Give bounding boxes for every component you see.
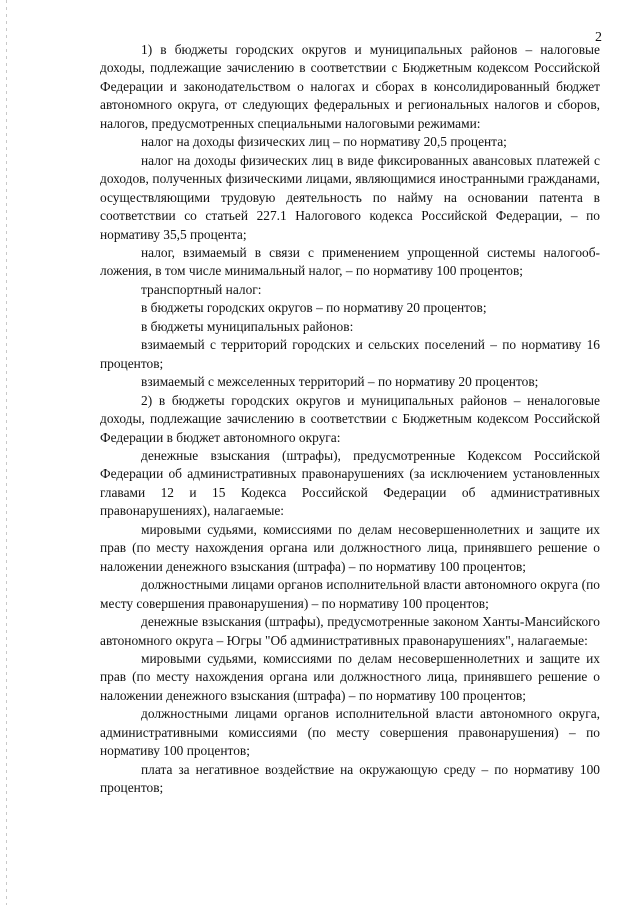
paragraph: в бюджеты муниципальных районов: [141,318,354,334]
paragraph: транспортный налог: [141,281,262,297]
paragraph: должностными лицами органов исполнительной власти автономного округа, административными комиссиями (по месту совершения правонарушения) – по нормативу 100 процентов; [100,706,600,759]
paragraph: 2) в бюджеты городских округов и муниципальных районов – неналоговые доходы, подлежащие зачислению в соответствии с Бюджетным кодексом Российской Федерации в бюджет автономного округа: [100,392,600,445]
paragraph: налог на доходы физических лиц в виде фиксированных авансовых платежей с доходов, полученных физическими лицами, являющимися иностранными гражданами, осуществляющими трудовую деятельность по найму на основании патента в соответствии со статьей 227.1 Налогового кодекса Российской Федерации, – по нормативу 35,5 процента; [100,152,600,242]
paragraph: налог на доходы физических лиц – по нормативу 20,5 процента; [141,134,507,150]
paragraph: плата за негативное воздействие на окружающую среду – по нормативу 100 процентов; [100,761,600,796]
paragraph: денежные взыскания (штрафы), предусмотренные законом Ханты-Мансийского автономного округа – Югры "Об административных правонарушениях", налагаемые: [100,614,600,648]
paragraph: взимаемый с территорий городских и сельских поселений – по нормативу 16 процентов; [100,337,600,371]
page-number: 2 [595,30,602,45]
paragraph: мировыми судьями, комиссиями по делам несовершеннолетних и защите их прав (по месту нахождения органа или должностного лица, принявшего решение о наложении денежного взыскания (штрафа) – по нормативу 100 процентов; [100,521,600,574]
paragraph: должностными лицами органов исполнительной власти автономного округа (по месту совершения правонарушения) – по нормативу 100 процентов; [100,577,600,611]
paragraph: в бюджеты городских округов – по нормативу 20 процентов; [141,300,487,316]
paragraph: мировыми судьями, комиссиями по делам несовершеннолетних и защите их прав (по месту нахождения органа или должностного лица, принявшего решение о наложении денежного взыскания (штрафа) – по нормативу 100 процентов; [100,650,600,703]
scan-edge-artifact [6,0,7,905]
paragraph: налог, взимаемый в связи с применением упрощенной системы налогообложения, в том числе минимальный налог, – по нормативу 100 процентов; [100,244,600,279]
paragraph: 1) в бюджеты городских округов и муниципальных районов – налоговые доходы, подлежащие зачислению в соответствии с Бюджетным кодексом Российской Федерации и законодательством о налогах и сборах в консолидированный бюджет автономного округа, от следующих федеральных и региональных налогов и сборов, налогов, предусмотренных специальными налоговыми режимами: [100,42,600,131]
paragraph: взимаемый с межселенных территорий – по нормативу 20 процентов; [141,374,539,390]
paragraph: денежные взыскания (штрафы), предусмотренные Кодексом Российской Федерации об административных правонарушениях (за исключением установленных главами 12 и 15 Кодекса Российской Федерации об административных правонарушениях), налагаемые: [100,447,600,519]
document-body [100,41,600,798]
